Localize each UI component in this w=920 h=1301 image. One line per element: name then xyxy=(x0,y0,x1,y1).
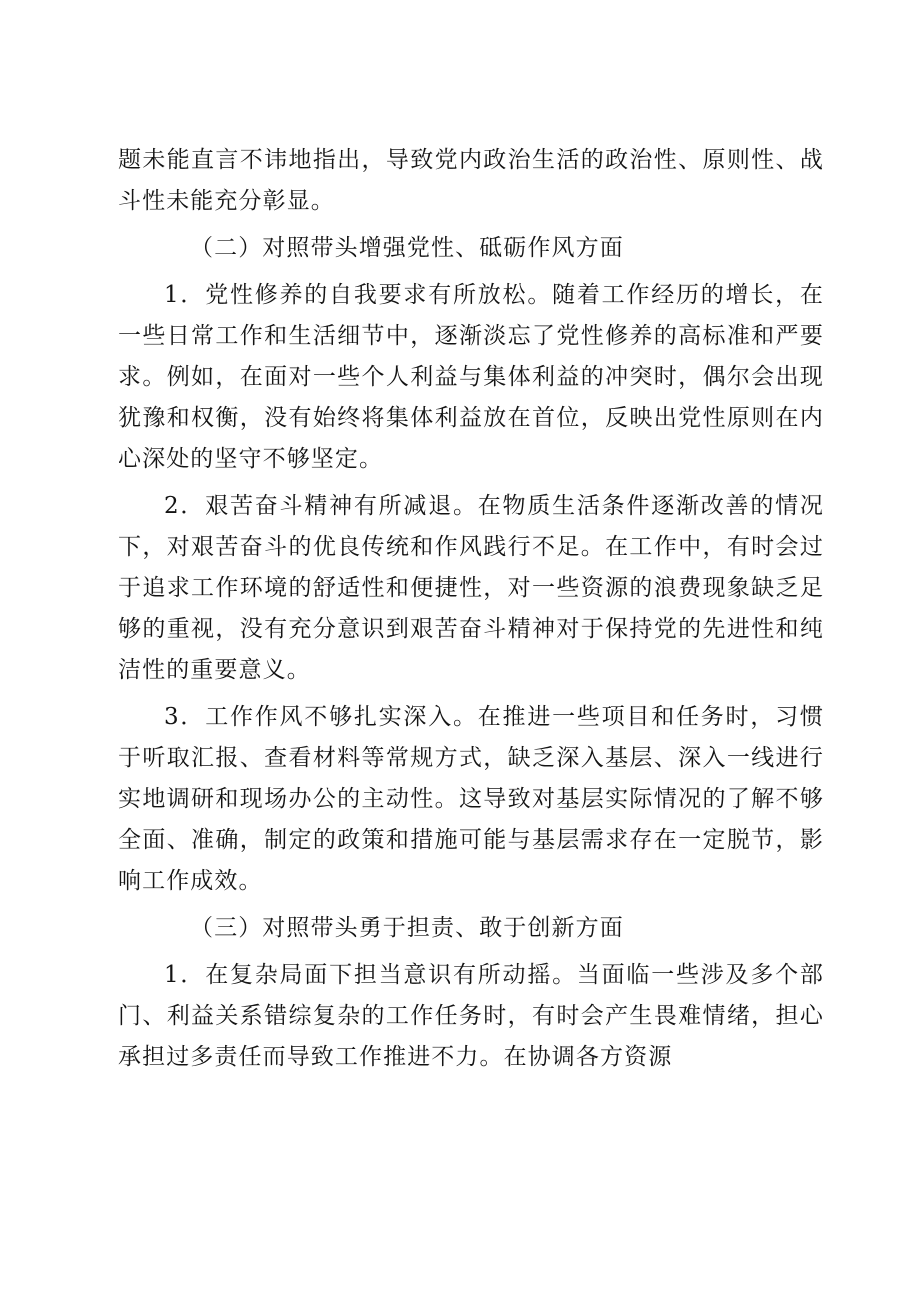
document-page xyxy=(118,140,824,1084)
paragraph-item-3-1: 1．在复杂局面下担当意识有所动摇。当面临一些涉及多个部门、利益关系错综复杂的工作任务时，有时会产生畏难情绪，担心承担过多责任而导致工作推进不力。在协调各方资源 xyxy=(118,962,824,1070)
paragraph-item-2-1: 1．党性修养的自我要求有所放松。随着工作经历的增长，在一些日常工作和生活细节中，逐渐淡忘了党性修养的高标准和严要求。例如，在面对一些个人利益与集体利益的冲突时，偶尔会出现犹豫和权衡，没有始终将集体利益放在首位，反映出党性原则在内心深处的坚守不够坚定。 xyxy=(118,282,824,472)
paragraph-item-2-3: 3．工作作风不够扎实深入。在推进一些项目和任务时，习惯于听取汇报、查看材料等常规方式，缺乏深入基层、深入一线进行实地调研和现场办公的主动性。这导致对基层实际情况的了解不够全面、准确，制定的政策和措施可能与基层需求存在一定脱节，影响工作成效。 xyxy=(118,704,824,894)
paragraph-item-2-2: 2．艰苦奋斗精神有所减退。在物质生活条件逐渐改善的情况下，对艰苦奋斗的优良传统和作风践行不足。在工作中，有时会过于追求工作环境的舒适性和便捷性，对一些资源的浪费现象缺乏足够的重视，没有充分意识到艰苦奋斗精神对于保持党的先进性和纯洁性的重要意义。 xyxy=(118,493,824,683)
section-heading-2: （二）对照带头增强党性、砥砺作风方面 xyxy=(190,235,624,261)
paragraph-continuation: 题未能直言不讳地指出，导致党内政治生活的政治性、原则性、战斗性未能充分彰显。 xyxy=(118,147,824,214)
section-heading-3: （三）对照带头勇于担责、敢于创新方面 xyxy=(190,915,624,941)
